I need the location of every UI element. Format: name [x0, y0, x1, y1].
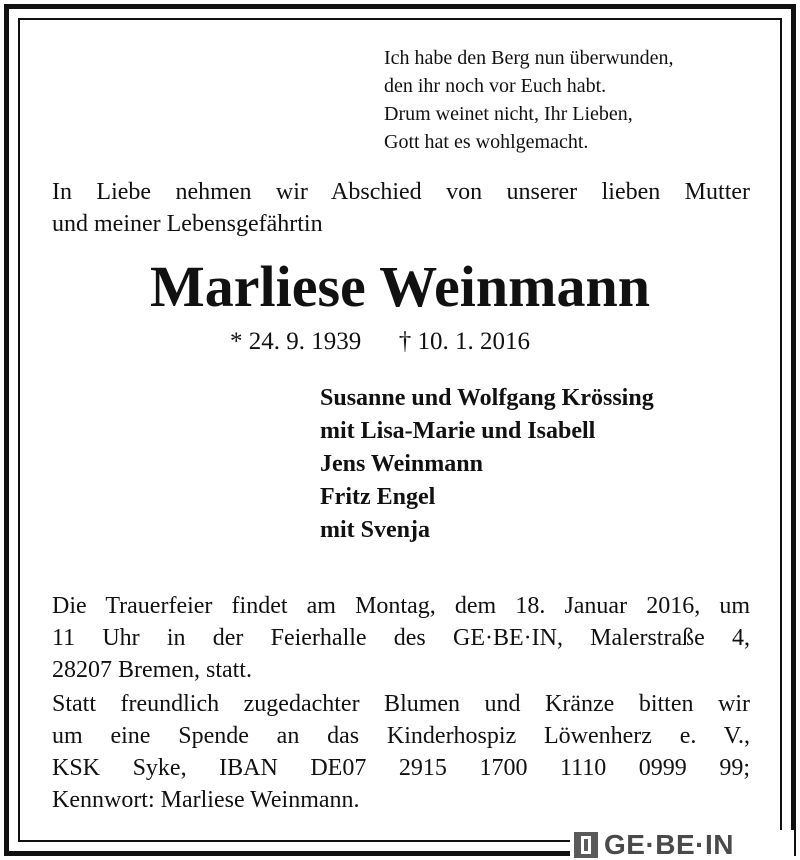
poem-line: den ihr noch vor Euch habt. [384, 75, 607, 97]
logo-text: GE·BE·IN [604, 829, 734, 860]
donation-line-2: um eine Spende an das Kinderhospiz Löwenherz e. V., [52, 723, 750, 749]
poem [384, 44, 674, 156]
life-dates [230, 326, 530, 358]
poem-line: Drum weinet nicht, Ihr Lieben, [384, 103, 633, 125]
mourner-line: mit Svenja [320, 517, 430, 543]
intro-line-1: In Liebe nehmen wir Abschied von unserer lieben Mutter [52, 179, 750, 205]
birth-date: * 24. 9. 1939 [230, 328, 362, 355]
donation-line-1: Statt freundlich zugedachter Blumen und Kränze bitten wir [52, 691, 750, 717]
mourner-line: Susanne und Wolfgang Krössing [320, 385, 654, 411]
gebein-logo-icon [574, 832, 598, 858]
poem-line: Ich habe den Berg nun überwunden, [384, 47, 674, 69]
donation-notice [52, 688, 750, 816]
ceremony-line-2: 11 Uhr in der Feierhalle des GE·BE·IN, Malerstraße 4, [52, 625, 750, 651]
death-date: † 10. 1. 2016 [398, 328, 530, 355]
mourner-line: Fritz Engel [320, 484, 436, 510]
ceremony-line-3: 28207 Bremen, statt. [52, 657, 252, 683]
poem-line: Gott hat es wohlgemacht. [384, 131, 589, 153]
gebein-logo [570, 830, 794, 860]
mourner-line: Jens Weinmann [320, 451, 483, 477]
ceremony-notice [52, 590, 750, 686]
deceased-name: Marliese Weinmann [150, 254, 650, 319]
intro-text [52, 176, 750, 240]
mourner-line: mit Lisa-Marie und Isabell [320, 418, 596, 444]
mourners-list [320, 382, 654, 547]
intro-line-2: und meiner Lebensgefährtin [52, 211, 323, 237]
donation-line-3: KSK Syke, IBAN DE07 2915 1700 1110 0999 99; [52, 755, 750, 781]
ceremony-line-1: Die Trauerfeier findet am Montag, dem 18. Januar 2016, um [52, 593, 750, 619]
donation-line-4: Kennwort: Marliese Weinmann. [52, 787, 360, 813]
